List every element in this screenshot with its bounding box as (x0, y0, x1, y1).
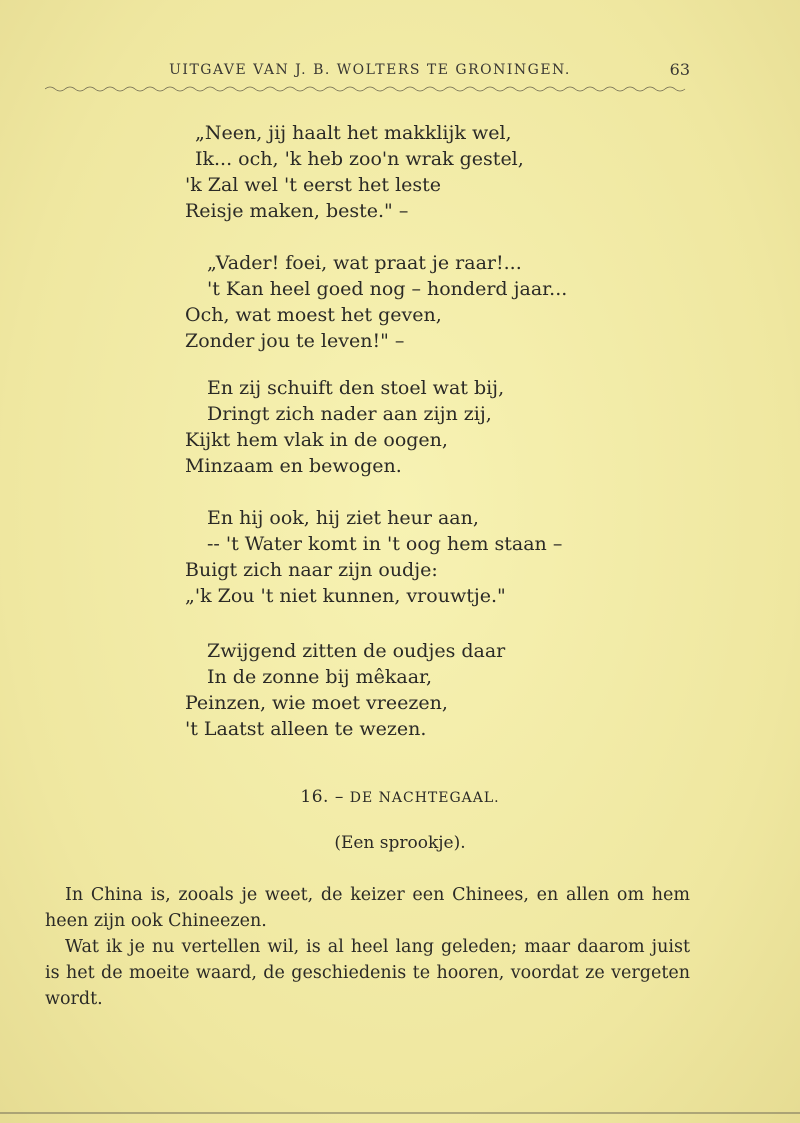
prose-body (45, 882, 690, 1012)
poem-line: Ik... och, 'k heb zoo'n wrak gestel, (195, 148, 524, 170)
poem-line: In de zonne bij mêkaar, (207, 666, 433, 688)
wavy-rule-ornament (45, 84, 690, 94)
poem-stanza-4 (185, 505, 562, 609)
page-number: 63 (669, 60, 690, 79)
poem-line: Zwijgend zitten de oudjes daar (207, 640, 506, 662)
poem-line: Zonder jou te leven!" – (185, 330, 405, 352)
paragraph: Wat ik je nu vertellen wil, is al heel lang geleden; maar daarom juist is het de moeite waard, de geschiedenis te hooren, voordat ze vergeten wordt. (45, 937, 690, 1009)
poem-line: „'k Zou 't niet kunnen, vrouwtje." (185, 585, 506, 607)
section-number: 16. (300, 787, 329, 807)
poem-stanza-2 (185, 250, 567, 354)
poem-stanza-5 (185, 638, 505, 742)
poem-line: Dringt zich nader aan zijn zij, (207, 403, 492, 425)
poem-line: „Neen, jij haalt het makklijk wel, (195, 122, 512, 144)
poem-line: Och, wat moest het geven, (185, 304, 442, 326)
section-heading (0, 787, 800, 807)
poem-line: Reisje maken, beste." – (185, 200, 409, 222)
paragraph: In China is, zooals je weet, de keizer een Chinees, en allen om hem heen zijn ook Chineezen. (45, 885, 690, 931)
poem-line: Minzaam en bewogen. (185, 455, 402, 477)
poem-line: Peinzen, wie moet vreezen, (185, 692, 448, 714)
page-bottom-edge (0, 1112, 800, 1114)
poem-line: „Vader! foei, wat praat je raar!... (207, 252, 522, 274)
poem-line: En zij schuift den stoel wat bij, (207, 377, 505, 399)
section-subtitle: (Een sprookje). (334, 833, 466, 853)
poem-line: 'k Zal wel 't eerst het leste (185, 174, 442, 196)
poem-line: -- 't Water komt in 't oog hem staan – (207, 533, 563, 555)
poem-line: Buigt zich naar zijn oudje: (185, 559, 438, 581)
poem-line: 't Laatst alleen te wezen. (185, 718, 427, 740)
section-dash: – (334, 787, 344, 807)
poem-line: Kijkt hem vlak in de oogen, (185, 429, 448, 451)
poem-stanza-3 (185, 375, 504, 479)
running-header: UITGAVE VAN J. B. WOLTERS TE GRONINGEN. (169, 62, 571, 78)
section-title: DE NACHTEGAAL. (349, 790, 500, 806)
poem-stanza-1 (185, 120, 524, 224)
poem-line: 't Kan heel goed nog – honderd jaar... (207, 278, 568, 300)
poem-line: En hij ook, hij ziet heur aan, (207, 507, 479, 529)
